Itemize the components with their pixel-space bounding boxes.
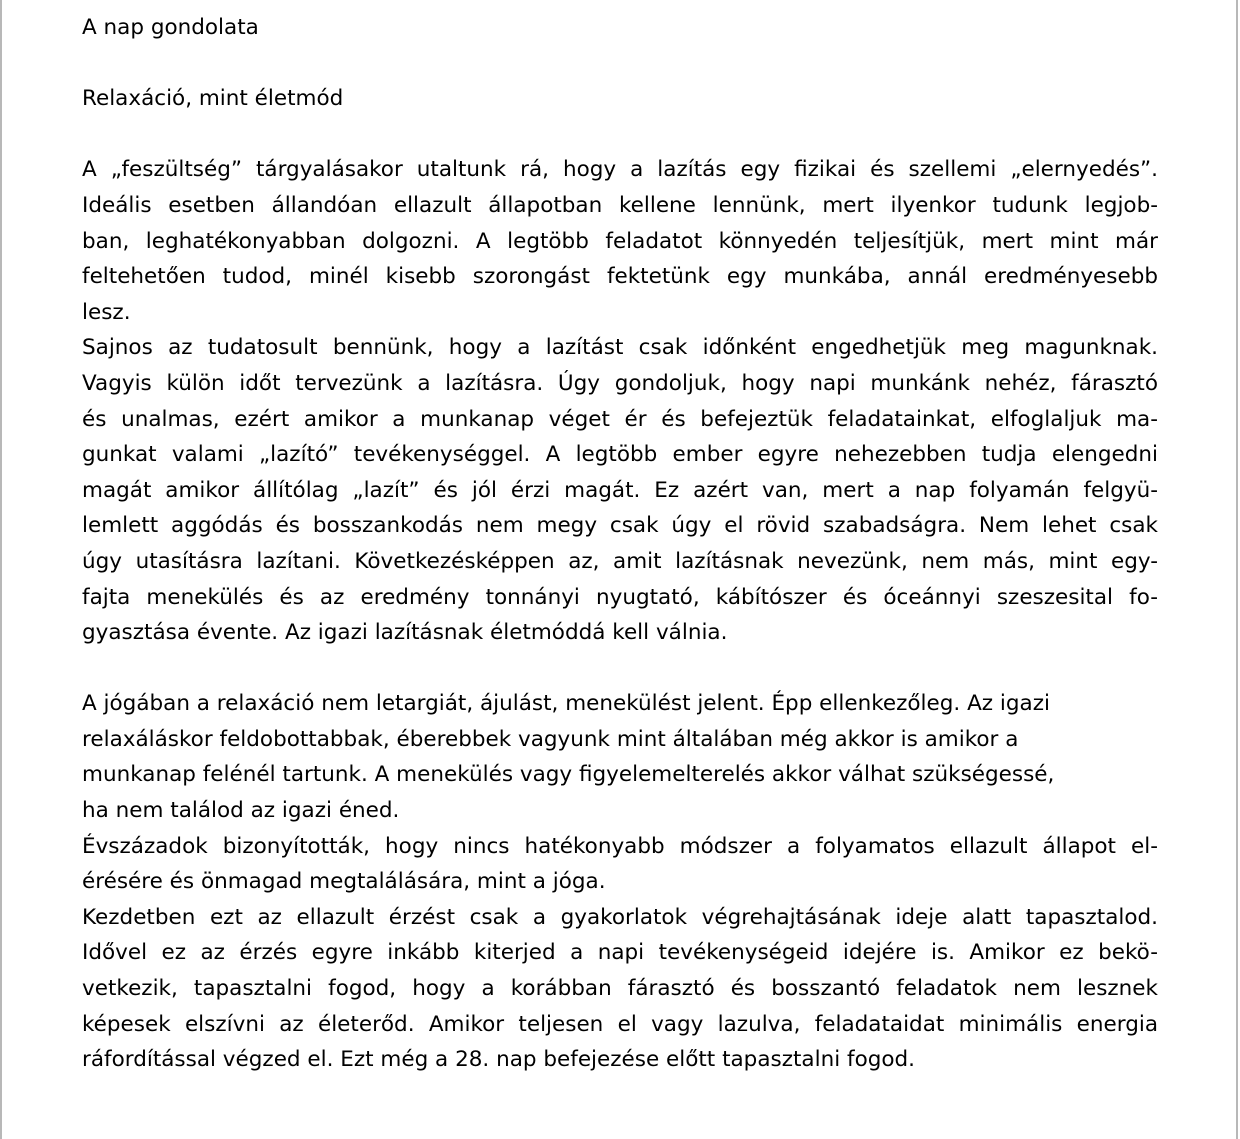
text-line: és unalmas, ezért amikor a munkanap véget ér és befejeztük feladatainkat, elfoglaljuk ma-: [82, 406, 1158, 432]
text-line: fajta menekülés és az eredmény tonnányi nyugtató, kábítószer és óceánnyi szeszesital fo-: [82, 584, 1158, 610]
text-line: Idővel ez az érzés egyre inkább kiterjed a napi tevékenységeid idejére is. Amikor ez bekö-: [82, 940, 1158, 966]
text-line: Vagyis külön időt tervezünk a lazításra. Úgy gondoljuk, hogy napi munkánk nehéz, fárasztó: [82, 370, 1158, 396]
text-line: gunkat valami „lazító” tevékenységgel. A legtöbb ember egyre nehezebben tudja elengedni: [82, 442, 1158, 468]
text-line: magát amikor állítólag „lazít” és jól érzi magát. Ez azért van, mert a nap folyamán felgyü-: [82, 477, 1158, 503]
text-line: lesz.: [82, 299, 131, 325]
document-header: A nap gondolata: [82, 15, 259, 40]
blank-line: [82, 651, 1158, 687]
text-line: gyasztása évente. Az igazi lazításnak életmóddá kell válnia.: [82, 620, 728, 646]
paragraph-3: [82, 686, 1158, 828]
text-line: vetkezik, tapasztalni fogod, hogy a korábban fárasztó és bosszantó feladatok nem lesznek: [82, 976, 1158, 1002]
text-line: érésére és önmagad megtalálására, mint a jóga.: [82, 869, 606, 895]
paragraph-5: [82, 900, 1158, 1078]
text-line: lemlett aggódás és bosszankodás nem megy csak úgy el rövid szabadságra. Nem lehet csak: [82, 513, 1158, 539]
page-left-border: [0, 0, 2, 1139]
text-line: ban, leghatékonyabban dolgozni. A legtöbb feladatot könnyedén teljesítjük, mert mint már: [82, 228, 1158, 254]
text-line: ha nem találod az igazi éned.: [82, 798, 400, 824]
blank-line: [82, 46, 1158, 82]
text-line: Sajnos az tudatosult bennünk, hogy a lazítást csak időnként engedhetjük meg magunknak.: [82, 335, 1158, 361]
paragraph-1: [82, 152, 1158, 330]
text-line: munkanap felénél tartunk. A menekülés vagy figyelemelterelés akkor válhat szükségessé,: [82, 762, 1055, 788]
blank-line: [82, 117, 1158, 153]
text-line: ráfordítással végzed el. Ezt még a 28. nap befejezése előtt tapasztalni fogod.: [82, 1047, 916, 1073]
document-title: Relaxáció, mint életmód: [82, 86, 344, 112]
text-line: A jógában a relaxáció nem letargiát, ájulást, menekülést jelent. Épp ellenkezőleg. Az igazi: [82, 691, 1050, 717]
text-line: képesek elszívni az életerőd. Amikor teljesen el vagy lazulva, feladataidat minimális energia: [82, 1011, 1158, 1037]
text-line: Kezdetben ezt az ellazult érzést csak a gyakorlatok végrehajtásának ideje alatt tapasztalod.: [82, 904, 1158, 930]
paragraph-4: [82, 829, 1158, 900]
text-line: A „feszültség” tárgyalásakor utaltunk rá, hogy a lazítás egy fizikai és szellemi „elernyedés”.: [82, 157, 1158, 183]
text-line: Évszázadok bizonyították, hogy nincs hatékonyabb módszer a folyamatos ellazult állapot el-: [82, 833, 1158, 859]
paragraph-2: [82, 330, 1158, 650]
text-line: Ideális esetben állandóan ellazult állapotban kellene lennünk, mert ilyenkor tudunk legjob-: [82, 192, 1158, 218]
document-body: [82, 10, 1158, 1078]
text-line: feltehetően tudod, minél kisebb szorongást fektetünk egy munkába, annál eredményesebb: [82, 264, 1158, 290]
text-line: úgy utasításra lazítani. Következésképpen az, amit lazításnak nevezünk, nem más, mint egy-: [82, 548, 1158, 574]
text-line: relaxáláskor feldobottabbak, éberebbek vagyunk mint általában még akkor is amikor a: [82, 726, 1019, 752]
page-right-border: [1236, 0, 1238, 1139]
